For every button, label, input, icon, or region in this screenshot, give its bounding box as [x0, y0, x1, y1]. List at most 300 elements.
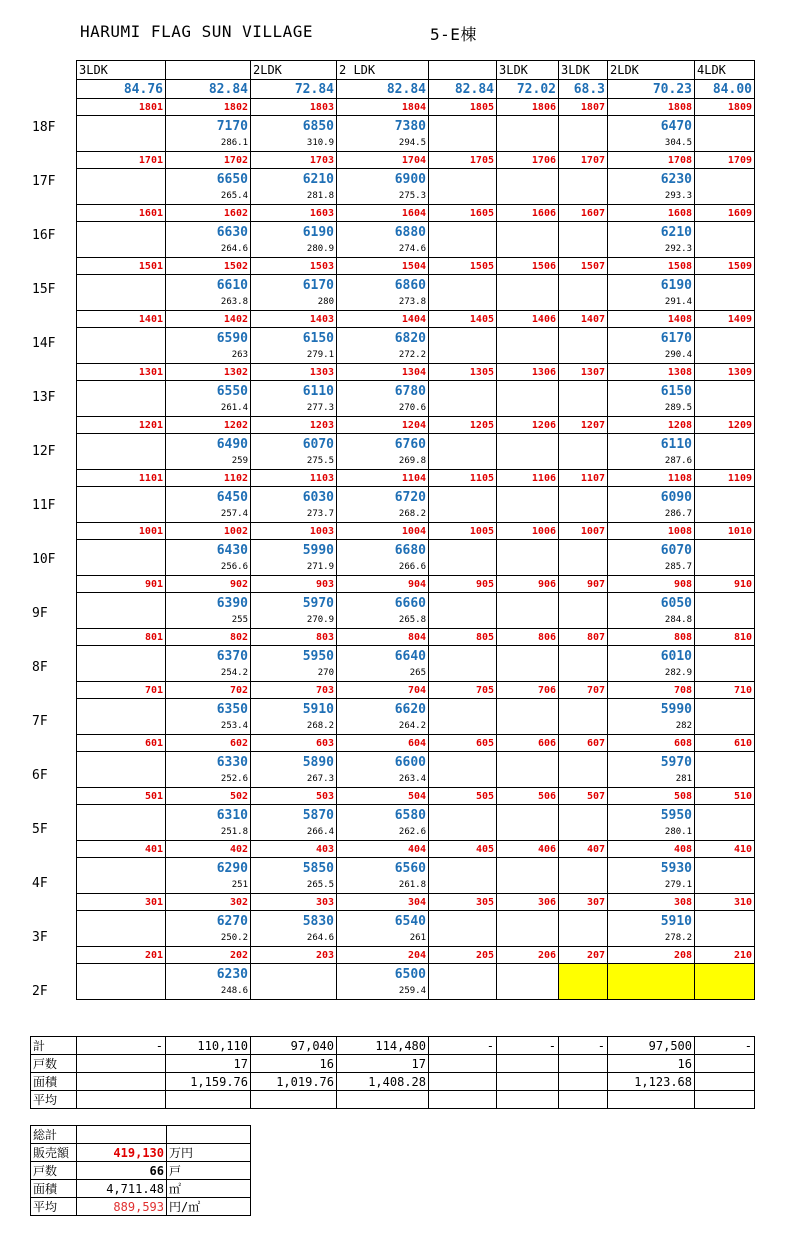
- room-price: 6640: [337, 646, 429, 665]
- unit-price: 289.5: [608, 399, 695, 417]
- unit-price: 272.2: [337, 346, 429, 364]
- room-price: [77, 646, 166, 665]
- floor-label: 10F: [32, 552, 56, 567]
- room-number: 605: [429, 735, 497, 752]
- room-price: 6190: [608, 275, 695, 294]
- room-number: 1809: [695, 99, 755, 116]
- unit-price: [497, 611, 559, 629]
- room-price: [497, 911, 559, 930]
- room-number: 1109: [695, 470, 755, 487]
- unit-price: 287.6: [608, 452, 695, 470]
- unit-price: [429, 929, 497, 947]
- room-number: 301: [77, 894, 166, 911]
- room-price: [77, 487, 166, 506]
- room-number: 404: [337, 841, 429, 858]
- unit-price: [77, 505, 166, 523]
- room-number: 1807: [559, 99, 608, 116]
- unit-type: 2LDK: [251, 61, 337, 80]
- unit-price: [695, 452, 755, 470]
- room-price: [695, 381, 755, 400]
- room-price: [497, 381, 559, 400]
- unit-price: 284.8: [608, 611, 695, 629]
- room-price: [429, 752, 497, 771]
- unit-price: [497, 876, 559, 894]
- room-price: [429, 222, 497, 241]
- unit-price: 275.3: [337, 187, 429, 205]
- summary-average-cell: [251, 1091, 337, 1109]
- room-number: 401: [77, 841, 166, 858]
- room-price: 7380: [337, 116, 429, 135]
- room-price: [77, 381, 166, 400]
- room-price: 5990: [608, 699, 695, 718]
- unit-price: [695, 876, 755, 894]
- room-number: 1408: [608, 311, 695, 328]
- room-price: 6610: [166, 275, 251, 294]
- room-price: [497, 222, 559, 241]
- room-price: 6900: [337, 169, 429, 188]
- room-price: 6600: [337, 752, 429, 771]
- area-label: 面積: [31, 1180, 77, 1198]
- room-price: 6370: [166, 646, 251, 665]
- unit-price: [695, 240, 755, 258]
- unit-price: 254.2: [166, 664, 251, 682]
- unit-area: 84.76: [77, 80, 166, 99]
- building-code: 5-E棟: [430, 25, 477, 44]
- summary-area-cell: [559, 1073, 608, 1091]
- unit-type: 2LDK: [608, 61, 695, 80]
- unit-price: 265.8: [337, 611, 429, 629]
- room-number: 901: [77, 576, 166, 593]
- room-price: [429, 434, 497, 453]
- unit-price: [77, 823, 166, 841]
- unit-type: 4LDK: [695, 61, 755, 80]
- unit-price: 280.1: [608, 823, 695, 841]
- unit-price: 275.5: [251, 452, 337, 470]
- unit-price: 277.3: [251, 399, 337, 417]
- room-price: 6190: [251, 222, 337, 241]
- room-number: 506: [497, 788, 559, 805]
- summary-average-cell: [337, 1091, 429, 1109]
- room-price: [497, 487, 559, 506]
- room-number: 1801: [77, 99, 166, 116]
- room-price: [497, 116, 559, 135]
- room-number: 1505: [429, 258, 497, 275]
- room-number: 606: [497, 735, 559, 752]
- room-number: 810: [695, 629, 755, 646]
- room-price: [497, 540, 559, 559]
- unit-price: [695, 558, 755, 576]
- units-unit: 戸: [167, 1162, 251, 1180]
- room-number: 1701: [77, 152, 166, 169]
- room-number: 1602: [166, 205, 251, 222]
- room-price: 6210: [251, 169, 337, 188]
- room-price: [429, 593, 497, 612]
- room-number: 1010: [695, 523, 755, 540]
- unit-price: [77, 452, 166, 470]
- room-price: [77, 752, 166, 771]
- summary-average-cell: [166, 1091, 251, 1109]
- room-price: 6580: [337, 805, 429, 824]
- room-number: 1707: [559, 152, 608, 169]
- unit-price: 286.1: [166, 134, 251, 152]
- room-number: 1001: [77, 523, 166, 540]
- summary-total-cell: 110,110: [166, 1037, 251, 1055]
- unit-price: 262.6: [337, 823, 429, 841]
- room-number: 610: [695, 735, 755, 752]
- room-price: [497, 169, 559, 188]
- unit-price: [77, 876, 166, 894]
- unit-price: [429, 399, 497, 417]
- room-number: 1805: [429, 99, 497, 116]
- room-number: 1007: [559, 523, 608, 540]
- unit-price: [429, 187, 497, 205]
- room-price: [429, 540, 497, 559]
- room-number: 804: [337, 629, 429, 646]
- area-unit: ㎡: [167, 1180, 251, 1198]
- unit-price: 251: [166, 876, 251, 894]
- unit-price: 264.2: [337, 717, 429, 735]
- room-number: 802: [166, 629, 251, 646]
- unit-price: [559, 823, 608, 841]
- room-number: 1806: [497, 99, 559, 116]
- room-price: 6010: [608, 646, 695, 665]
- unit-price: [695, 717, 755, 735]
- summary-total-cell: -: [695, 1037, 755, 1055]
- unit-price: 282: [608, 717, 695, 735]
- floor-label: 14F: [32, 336, 56, 351]
- summary-units-label: 戸数: [31, 1055, 77, 1073]
- room-number: 806: [497, 629, 559, 646]
- room-price: 6650: [166, 169, 251, 188]
- unit-price: [497, 770, 559, 788]
- room-price: [695, 540, 755, 559]
- unit-price: [77, 187, 166, 205]
- unit-price: 280.9: [251, 240, 337, 258]
- room-number: 204: [337, 947, 429, 964]
- unit-price: [429, 717, 497, 735]
- summary-average-cell: [559, 1091, 608, 1109]
- room-price: [251, 964, 337, 983]
- room-price: 6550: [166, 381, 251, 400]
- room-price: [695, 116, 755, 135]
- room-price: 6680: [337, 540, 429, 559]
- room-price: [559, 593, 608, 612]
- room-price: [559, 116, 608, 135]
- summary-total-cell: -: [77, 1037, 166, 1055]
- unit-price: [559, 929, 608, 947]
- room-price: 5830: [251, 911, 337, 930]
- room-number: 505: [429, 788, 497, 805]
- room-number: 1703: [251, 152, 337, 169]
- unit-area: 82.84: [429, 80, 497, 99]
- unit-price: 310.9: [251, 134, 337, 152]
- unit-price: 266.4: [251, 823, 337, 841]
- room-price: 5970: [608, 752, 695, 771]
- room-price: 6110: [251, 381, 337, 400]
- summary-average-cell: [695, 1091, 755, 1109]
- room-price: [559, 487, 608, 506]
- room-price: [77, 858, 166, 877]
- unit-price: [429, 558, 497, 576]
- unit-price: [77, 664, 166, 682]
- floor-label: 17F: [32, 174, 56, 189]
- room-number: 1206: [497, 417, 559, 434]
- room-number: 501: [77, 788, 166, 805]
- room-number: 1303: [251, 364, 337, 381]
- room-price: 6150: [608, 381, 695, 400]
- unit-price: [429, 876, 497, 894]
- unit-price: [559, 240, 608, 258]
- floor-label: 4F: [32, 876, 48, 891]
- room-price: [497, 699, 559, 718]
- room-number: 1504: [337, 258, 429, 275]
- room-number: 1404: [337, 311, 429, 328]
- room-number: 1108: [608, 470, 695, 487]
- room-number: 910: [695, 576, 755, 593]
- unit-price: [497, 240, 559, 258]
- building-title: HARUMI FLAG SUN VILLAGE: [80, 22, 314, 41]
- unit-price: [559, 399, 608, 417]
- room-number: 208: [608, 947, 695, 964]
- unit-price: 261.4: [166, 399, 251, 417]
- room-price: 6090: [608, 487, 695, 506]
- unit-price: 279.1: [251, 346, 337, 364]
- unit-area: 84.00: [695, 80, 755, 99]
- unit-price: 264.6: [166, 240, 251, 258]
- unit-type: 3LDK: [559, 61, 608, 80]
- avg-label: 平均: [31, 1198, 77, 1216]
- summary-units-cell: 16: [608, 1055, 695, 1073]
- unit-price: [429, 611, 497, 629]
- unit-price: [559, 770, 608, 788]
- room-price: 5950: [251, 646, 337, 665]
- summary-average-cell: [608, 1091, 695, 1109]
- room-price: 6310: [166, 805, 251, 824]
- room-price: [695, 858, 755, 877]
- summary-units-cell: [559, 1055, 608, 1073]
- unit-price: [695, 982, 755, 1000]
- unit-price: [497, 293, 559, 311]
- unit-price: [497, 664, 559, 682]
- unit-price: [695, 134, 755, 152]
- room-price: 6850: [251, 116, 337, 135]
- room-price: [695, 752, 755, 771]
- unit-price: [429, 505, 497, 523]
- room-number: 205: [429, 947, 497, 964]
- unit-price: [695, 770, 755, 788]
- unit-price: [559, 346, 608, 364]
- room-price: [695, 222, 755, 241]
- summary-total-cell: 97,040: [251, 1037, 337, 1055]
- room-number: 403: [251, 841, 337, 858]
- room-number: 1708: [608, 152, 695, 169]
- room-number: 1307: [559, 364, 608, 381]
- room-number: 1006: [497, 523, 559, 540]
- room-number: 1405: [429, 311, 497, 328]
- floor-label: 13F: [32, 390, 56, 405]
- room-number: 1209: [695, 417, 755, 434]
- room-price: [497, 328, 559, 347]
- avg-unit: 円/㎡: [167, 1198, 251, 1216]
- room-price: 6230: [608, 169, 695, 188]
- room-number: 808: [608, 629, 695, 646]
- room-number: 1603: [251, 205, 337, 222]
- floor-label: 2F: [32, 984, 48, 999]
- unit-price: [497, 558, 559, 576]
- room-price: [77, 116, 166, 135]
- unit-price: 266.6: [337, 558, 429, 576]
- floor-label: 16F: [32, 228, 56, 243]
- room-number: 1002: [166, 523, 251, 540]
- summary-area-cell: [497, 1073, 559, 1091]
- unit-price: 265: [337, 664, 429, 682]
- room-price: [77, 169, 166, 188]
- room-number: 402: [166, 841, 251, 858]
- unit-price: [497, 452, 559, 470]
- unit-price: 281.8: [251, 187, 337, 205]
- room-price: 6110: [608, 434, 695, 453]
- unit-price: 253.4: [166, 717, 251, 735]
- room-number: 604: [337, 735, 429, 752]
- room-price: [559, 169, 608, 188]
- room-number: 602: [166, 735, 251, 752]
- unit-price: [77, 134, 166, 152]
- room-price: [77, 275, 166, 294]
- unit-price: 270.9: [251, 611, 337, 629]
- room-price: [559, 805, 608, 824]
- summary-average-cell: [77, 1091, 166, 1109]
- room-number: 307: [559, 894, 608, 911]
- room-price: 6470: [608, 116, 695, 135]
- room-price: [429, 275, 497, 294]
- room-price: [429, 805, 497, 824]
- unit-price: [695, 664, 755, 682]
- unit-price: 263: [166, 346, 251, 364]
- unit-price: 252.6: [166, 770, 251, 788]
- floor-label: 5F: [32, 822, 48, 837]
- unit-price: [695, 346, 755, 364]
- room-number: 1702: [166, 152, 251, 169]
- room-number: 302: [166, 894, 251, 911]
- room-number: 1301: [77, 364, 166, 381]
- room-number: 1501: [77, 258, 166, 275]
- unit-price: 256.6: [166, 558, 251, 576]
- area-value: 4,711.48: [77, 1180, 167, 1198]
- room-price: [559, 911, 608, 930]
- room-price: [77, 593, 166, 612]
- room-number: 702: [166, 682, 251, 699]
- room-price: 5950: [608, 805, 695, 824]
- room-number: 1107: [559, 470, 608, 487]
- units-value: 66: [77, 1162, 167, 1180]
- units-label: 戸数: [31, 1162, 77, 1180]
- room-number: 1003: [251, 523, 337, 540]
- room-number: 803: [251, 629, 337, 646]
- summary-units-cell: [77, 1055, 166, 1073]
- room-number: 410: [695, 841, 755, 858]
- room-price: 6070: [251, 434, 337, 453]
- room-price: [77, 699, 166, 718]
- unit-price: [497, 505, 559, 523]
- totals-header: 総計: [31, 1126, 77, 1144]
- room-price: [559, 222, 608, 241]
- room-number: 1008: [608, 523, 695, 540]
- room-price: [497, 593, 559, 612]
- room-number: 1406: [497, 311, 559, 328]
- room-number: 1105: [429, 470, 497, 487]
- room-number: 1004: [337, 523, 429, 540]
- unit-price: 273.8: [337, 293, 429, 311]
- room-number: 1305: [429, 364, 497, 381]
- room-number: 508: [608, 788, 695, 805]
- room-number: 1508: [608, 258, 695, 275]
- unit-area: 82.84: [166, 80, 251, 99]
- room-number: 1204: [337, 417, 429, 434]
- room-number: 1005: [429, 523, 497, 540]
- room-number: 1102: [166, 470, 251, 487]
- room-number: 706: [497, 682, 559, 699]
- room-number: 1304: [337, 364, 429, 381]
- room-number: 304: [337, 894, 429, 911]
- room-number: 1503: [251, 258, 337, 275]
- unit-price: 259.4: [337, 982, 429, 1000]
- unit-price: 257.4: [166, 505, 251, 523]
- room-price: 5890: [251, 752, 337, 771]
- unit-type: [166, 61, 251, 80]
- unit-price: 292.3: [608, 240, 695, 258]
- summary-table: [30, 1036, 755, 1109]
- room-number: 310: [695, 894, 755, 911]
- room-price: 6330: [166, 752, 251, 771]
- room-price: 5850: [251, 858, 337, 877]
- unit-price: 248.6: [166, 982, 251, 1000]
- summary-area-cell: 1,408.28: [337, 1073, 429, 1091]
- room-price: 6150: [251, 328, 337, 347]
- room-number: 1606: [497, 205, 559, 222]
- unit-price: 270: [251, 664, 337, 682]
- unit-price: 294.5: [337, 134, 429, 152]
- room-number: 503: [251, 788, 337, 805]
- room-number: 1403: [251, 311, 337, 328]
- unit-price: [429, 240, 497, 258]
- unit-price: [77, 770, 166, 788]
- room-price: [429, 911, 497, 930]
- room-number: 1507: [559, 258, 608, 275]
- room-price: 6430: [166, 540, 251, 559]
- unit-price: [497, 187, 559, 205]
- room-number: 1201: [77, 417, 166, 434]
- floor-label: 18F: [32, 120, 56, 135]
- room-price: 6170: [251, 275, 337, 294]
- room-price: 6070: [608, 540, 695, 559]
- summary-units-cell: [695, 1055, 755, 1073]
- unit-price: [559, 558, 608, 576]
- room-price: 6560: [337, 858, 429, 877]
- room-number: 1502: [166, 258, 251, 275]
- room-number: 207: [559, 947, 608, 964]
- room-number: 201: [77, 947, 166, 964]
- unit-price: [77, 346, 166, 364]
- summary-average-label: 平均: [31, 1091, 77, 1109]
- unit-price: 279.1: [608, 876, 695, 894]
- room-price: 6230: [166, 964, 251, 983]
- room-price: [559, 858, 608, 877]
- room-number: 507: [559, 788, 608, 805]
- room-number: 807: [559, 629, 608, 646]
- room-price: 5910: [608, 911, 695, 930]
- unit-price: [695, 505, 755, 523]
- room-number: 1604: [337, 205, 429, 222]
